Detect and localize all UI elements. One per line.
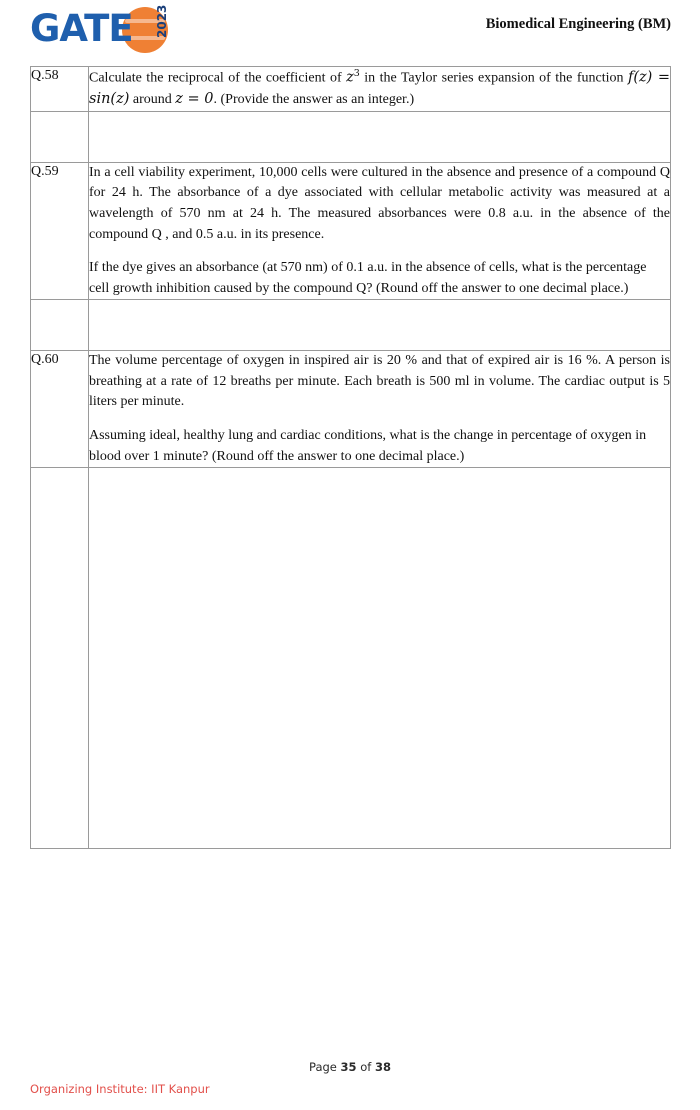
page-indicator	[0, 1060, 700, 1074]
q58-power-base: z	[346, 69, 354, 86]
answer-cell-number	[31, 111, 89, 162]
q58-exponent: 3	[353, 68, 360, 79]
page-footer	[0, 1050, 700, 1110]
answer-cell-body	[89, 111, 671, 162]
page-total: 38	[374, 1060, 391, 1074]
answer-cell-body	[89, 300, 671, 351]
q58-prefix-text: Calculate the reciprocal of the coefficient of	[89, 70, 347, 86]
page-number: 35	[340, 1060, 357, 1074]
question-number-q58: Q.58	[31, 67, 89, 112]
question-paragraph: The volume percentage of oxygen in inspired air is 20 % and that of expired air is 16 %. A person is breathing at a rate of 12 breaths per minute. Each breath is 500 ml in volume. The cardiac output is 5 liters per minute.	[89, 353, 670, 410]
q58-around-text: around	[129, 92, 176, 108]
question-paragraph	[89, 67, 670, 111]
answer-cell-number	[31, 300, 89, 351]
table-row	[31, 162, 671, 299]
answer-cell-number	[31, 468, 89, 849]
q58-function-definition: f(z) = sin(z)	[89, 69, 670, 108]
question-body-q58	[89, 67, 671, 112]
question-number-q60: Q.60	[31, 351, 89, 468]
question-number-q59: Q.59	[31, 162, 89, 299]
q58-condition: z = 0	[175, 91, 214, 108]
gate-logo	[30, 6, 190, 56]
answer-row-q60	[31, 468, 671, 849]
answer-row-q58	[31, 111, 671, 162]
table-row	[31, 351, 671, 468]
question-paragraph: In a cell viability experiment, 10,000 cells were cultured in the absence and presence of a compound Q for 24 h. The absorbance of a dye associated with cellular metabolic activity was measured at a wavelength of 570 nm at 24 h. The measured absorbances were 0.8 a.u. in the absence of the compound Q , and 0.5 a.u. in its presence.	[89, 164, 670, 242]
answer-row-q59	[31, 300, 671, 351]
question-body-q60	[89, 351, 671, 468]
organizing-institute: Organizing Institute: IIT Kanpur	[30, 1082, 210, 1096]
logo-year-text: 2023	[155, 4, 169, 38]
page-label: Page	[309, 1060, 337, 1074]
question-paragraph: If the dye gives an absorbance (at 570 nm) of 0.1 a.u. in the absence of cells, what is the percentage cell growth inhibition caused by the compound Q? (Round off the answer to one decimal place.)	[89, 260, 647, 296]
questions-table	[30, 66, 671, 849]
q58-suffix-text: . (Provide the answer as an integer.)	[213, 92, 415, 108]
table-row	[31, 67, 671, 112]
question-paragraph: Assuming ideal, healthy lung and cardiac conditions, what is the change in percentage of oxygen in blood over 1 minute? (Round off the answer to one decimal place.)	[89, 428, 647, 464]
question-body-q59	[89, 162, 671, 299]
q58-mid-text: in the Taylor series expansion of the function	[359, 70, 628, 86]
page-of-label: of	[360, 1060, 372, 1074]
subject-title: Biomedical Engineering (BM)	[485, 16, 671, 32]
logo-brand-text: GATE	[30, 7, 133, 50]
answer-cell-body	[89, 468, 671, 849]
page-header	[0, 0, 700, 62]
